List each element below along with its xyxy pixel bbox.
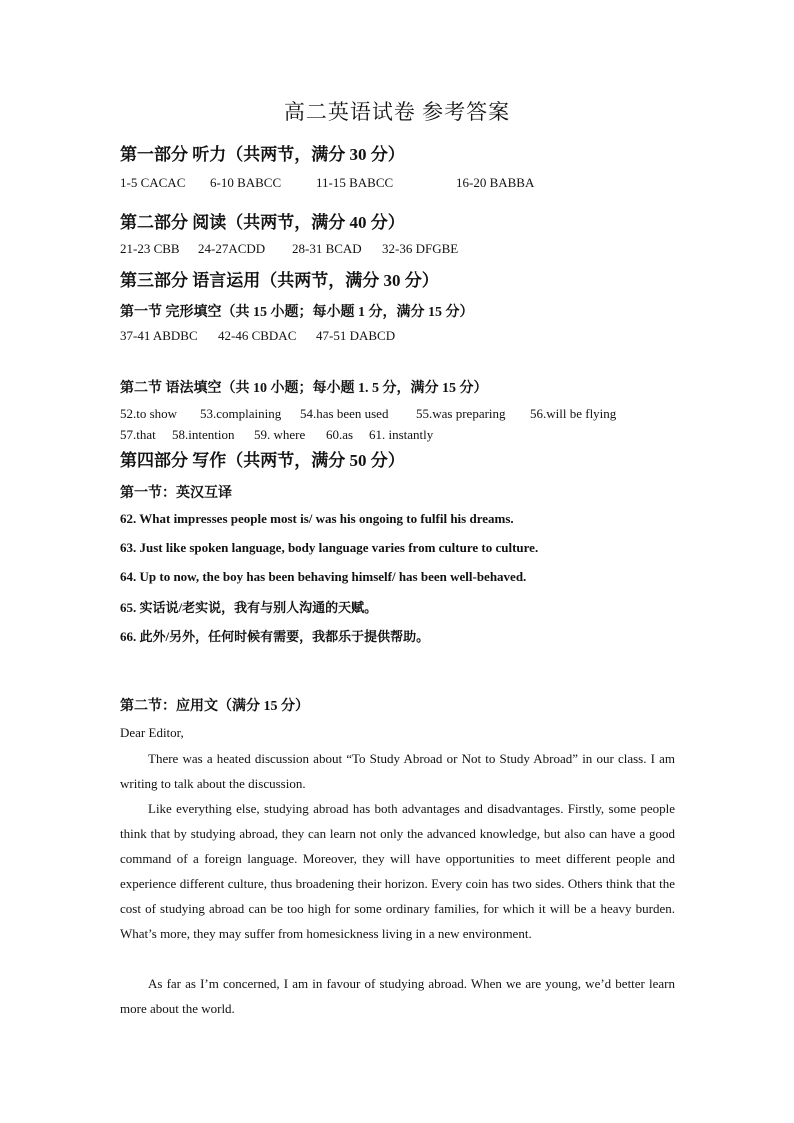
answer-item: 59. where bbox=[254, 427, 306, 442]
answer-item: 55.was preparing bbox=[416, 406, 506, 421]
part4-heading: 第四部分 写作（共两节，满分 50 分） bbox=[120, 451, 405, 470]
part4-section1-heading: 第一节：英汉互译 bbox=[120, 486, 232, 501]
answer-item: 57.that bbox=[120, 427, 156, 442]
translation-item-64: 64. Up to now, the boy has been behaving himself/ has been well-behaved. bbox=[120, 569, 527, 584]
answer-group: 47-51 DABCD bbox=[316, 328, 396, 343]
answer-item: 56.will be flying bbox=[530, 406, 617, 421]
answer-item: 54.has been used bbox=[300, 406, 389, 421]
answer-group: 24-27ACDD bbox=[198, 241, 266, 256]
answer-item: 58.intention bbox=[172, 427, 235, 442]
answer-item: 53.complaining bbox=[200, 406, 282, 421]
part4-section2-heading: 第二节：应用文（满分 15 分） bbox=[120, 699, 309, 714]
answer-group: 28-31 BCAD bbox=[292, 241, 362, 256]
page-title: 高二英语试卷 参考答案 bbox=[283, 100, 511, 124]
answer-group: 6-10 BABCC bbox=[210, 175, 282, 190]
part3-section1-heading: 第一节 完形填空（共 15 小题；每小题 1 分，满分 15 分） bbox=[120, 305, 474, 320]
answer-item: 52.to show bbox=[120, 406, 178, 421]
answer-group: 1-5 CACAC bbox=[120, 175, 186, 190]
answer-item: 61. instantly bbox=[369, 427, 434, 442]
answer-group: 37-41 ABDBC bbox=[120, 328, 198, 343]
part1-heading: 第一部分 听力（共两节，满分 30 分） bbox=[120, 145, 405, 164]
letter-paragraph: As far as I’m concerned, I am in favour of studying abroad. When we are young, we’d better learn more about the world. bbox=[120, 976, 675, 1016]
translation-item-66: 66. 此外/另外，任何时候有需要，我都乐于提供帮助。 bbox=[120, 629, 430, 644]
letter-salutation: Dear Editor, bbox=[120, 725, 184, 740]
letter-paragraph: There was a heated discussion about “To Study Abroad or Not to Study Abroad” in our class. I am writing to talk about the discussion. bbox=[120, 751, 675, 791]
answer-group: 32-36 DFGBE bbox=[382, 241, 459, 256]
translation-item-62: 62. What impresses people most is/ was his ongoing to fulfil his dreams. bbox=[120, 511, 514, 526]
answer-group: 16-20 BABBA bbox=[456, 175, 535, 190]
letter-paragraph: Like everything else, studying abroad has both advantages and disadvantages. Firstly, some people think that by studying abroad, they can learn not only the advanced knowledge, but also can have a good command of a foreign language. Moreover, they will have opportunities to meet different people and experience different culture, thus broadening their horizon. Every coin has two sides. Others think that the cost of studying abroad can be too high for some ordinary families, for which it will be a heavy burden. What’s more, they may suffer from homesickness living in a new environment. bbox=[120, 801, 675, 941]
part3-section2-heading: 第二节 语法填空（共 10 小题；每小题 1. 5 分，满分 15 分） bbox=[120, 381, 488, 396]
answer-item: 60.as bbox=[326, 427, 354, 442]
part2-heading: 第二部分 阅读（共两节，满分 40 分） bbox=[120, 213, 405, 232]
translation-item-63: 63. Just like spoken language, body language varies from culture to culture. bbox=[120, 540, 539, 555]
answer-group: 11-15 BABCC bbox=[316, 175, 394, 190]
answer-group: 42-46 CBDAC bbox=[218, 328, 297, 343]
part3-heading: 第三部分 语言运用（共两节，满分 30 分） bbox=[120, 271, 439, 290]
translation-item-65: 65. 实话说/老实说，我有与别人沟通的天赋。 bbox=[120, 600, 378, 615]
answer-group: 21-23 CBB bbox=[120, 241, 180, 256]
